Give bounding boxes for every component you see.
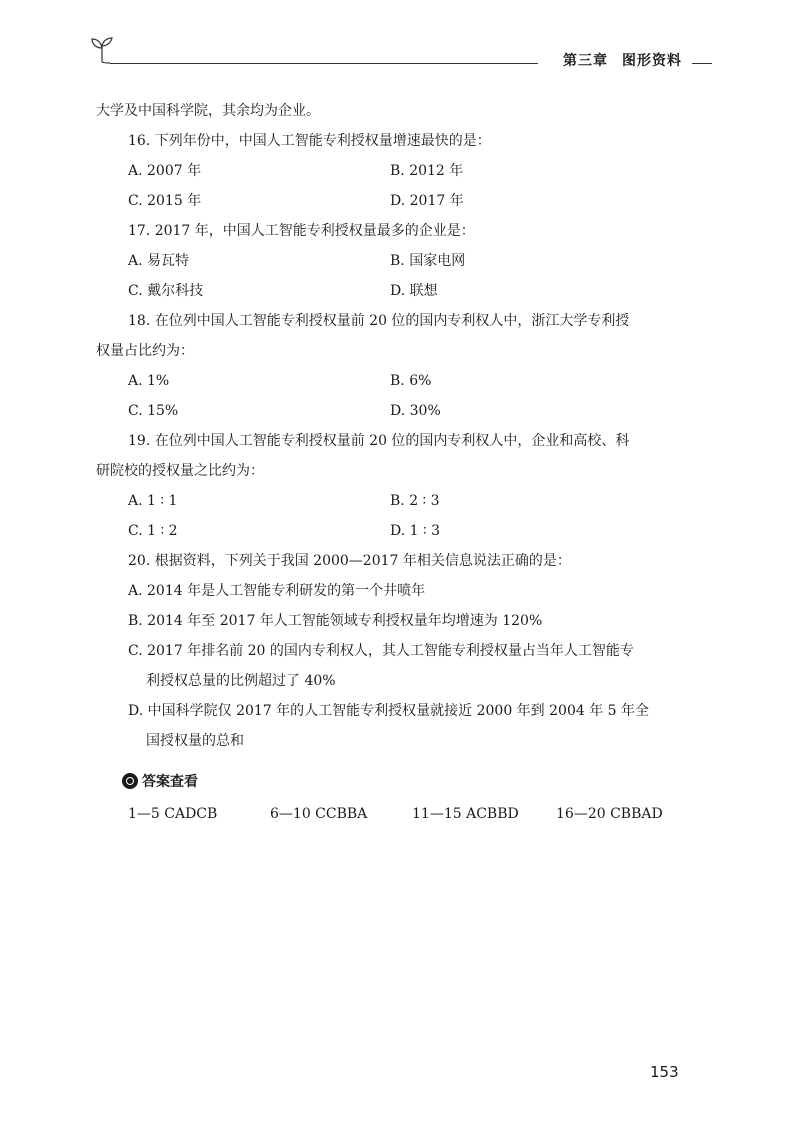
question-17-option-d: D. 联想 bbox=[390, 283, 438, 299]
question-17-stem: 17. 2017 年，中国人工智能专利授权量最多的企业是： bbox=[128, 223, 475, 239]
question-18-option-d: D. 30% bbox=[390, 403, 441, 419]
question-16-option-d: D. 2017 年 bbox=[390, 193, 464, 209]
question-16-stem: 16. 下列年份中，中国人工智能专利授权量增速最快的是： bbox=[128, 133, 491, 149]
question-19-option-a: A. 1 ∶ 1 bbox=[128, 493, 178, 509]
question-19-stem-line-1: 19. 在位列中国人工智能专利授权量前 20 位的国内专利权人中，企业和高校、科 bbox=[128, 433, 630, 449]
question-20-option-d-line-1: D. 中国科学院仅 2017 年的人工智能专利授权量就接近 2000 年到 2004 年 5 年全 bbox=[128, 703, 650, 719]
header-rule-left bbox=[110, 63, 538, 64]
question-16-option-c: C. 2015 年 bbox=[128, 193, 202, 209]
page-header bbox=[88, 34, 708, 74]
header-rule-right bbox=[692, 63, 712, 64]
question-18-stem-line-2: 权量占比约为： bbox=[96, 343, 194, 359]
chapter-number: 第三章 bbox=[563, 53, 608, 69]
question-20-option-a: A. 2014 年是人工智能专利研发的第一个井喷年 bbox=[128, 583, 426, 599]
question-18-option-a: A. 1% bbox=[128, 373, 170, 389]
page-number: 153 bbox=[650, 1063, 679, 1081]
question-16-option-b: B. 2012 年 bbox=[390, 163, 464, 179]
sprout-icon bbox=[88, 34, 116, 64]
question-17-options-row-2 bbox=[96, 276, 696, 306]
question-20-option-b: B. 2014 年至 2017 年人工智能领域专利授权量年均增速为 120% bbox=[128, 613, 543, 629]
answer-section-title bbox=[122, 770, 198, 794]
question-18-options-row-2 bbox=[96, 396, 696, 426]
question-16-option-a: A. 2007 年 bbox=[128, 163, 202, 179]
question-16-options-row-2 bbox=[96, 186, 696, 216]
question-17-options-row-1 bbox=[96, 246, 696, 276]
question-17-option-a: A. 易瓦特 bbox=[128, 253, 190, 269]
answer-group-1: 1—5 CADCB bbox=[128, 806, 218, 822]
question-19-options-row-2 bbox=[96, 516, 696, 546]
page-body bbox=[96, 96, 696, 756]
question-20-option-c-line-2: 利授权总量的比例超过了 40% bbox=[146, 673, 336, 689]
question-20-option-c-line-1: C. 2017 年排名前 20 的国内专利权人，其人工智能专利授权量占当年人工智能专 bbox=[128, 643, 634, 659]
question-19-option-b: B. 2 ∶ 3 bbox=[390, 493, 440, 509]
question-18-option-b: B. 6% bbox=[390, 373, 432, 389]
answer-group-4: 16—20 CBBAD bbox=[556, 806, 663, 822]
answer-title-text: 答案查看 bbox=[142, 774, 198, 790]
question-16-options-row-1 bbox=[96, 156, 696, 186]
section-title: 图形资料 bbox=[622, 53, 682, 69]
question-18-stem-line-1: 18. 在位列中国人工智能专利授权量前 20 位的国内专利权人中，浙江大学专利授 bbox=[128, 313, 630, 329]
question-19-option-c: C. 1 ∶ 2 bbox=[128, 523, 178, 539]
chapter-title bbox=[563, 50, 696, 70]
intro-line: 大学及中国科学院，其余均为企业。 bbox=[96, 103, 320, 119]
question-19-stem-line-2: 研院校的授权量之比约为： bbox=[96, 463, 264, 479]
question-17-option-c: C. 戴尔科技 bbox=[128, 283, 204, 299]
answer-group-2: 6—10 CCBBA bbox=[270, 806, 368, 822]
question-17-option-b: B. 国家电网 bbox=[390, 253, 466, 269]
question-19-options-row-1 bbox=[96, 486, 696, 516]
answer-icon bbox=[122, 773, 138, 789]
question-18-options-row-1 bbox=[96, 366, 696, 396]
answer-group-3: 11—15 ACBBD bbox=[412, 806, 519, 822]
question-20-option-d-line-2: 国授权量的总和 bbox=[146, 733, 244, 749]
question-19-option-d: D. 1 ∶ 3 bbox=[390, 523, 440, 539]
question-18-option-c: C. 15% bbox=[128, 403, 179, 419]
question-20-stem: 20. 根据资料，下列关于我国 2000—2017 年相关信息说法正确的是： bbox=[128, 553, 571, 569]
